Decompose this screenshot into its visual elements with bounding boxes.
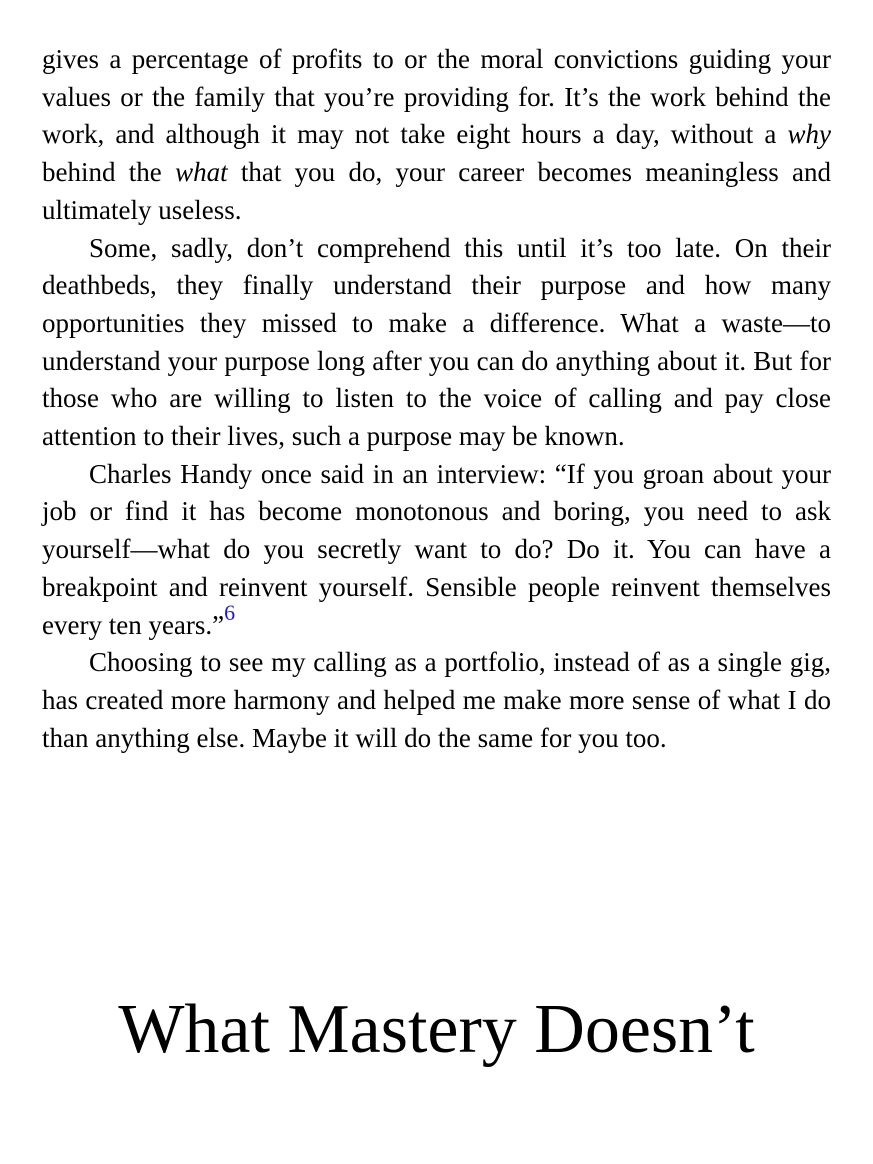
paragraph-portfolio: Choosing to see my calling as a portfolio, instead of as a single gig, has created more harmony and helped me make more sense of what I do than anything else. Maybe it will do the same for you too. [42,647,831,753]
paragraph-text: behind the [42,157,176,188]
paragraph-text: gives a percentage of profits to or the moral convictions guiding your values or the family that you’re providing for. It’s the work behind the work, and although it may not take eight hours a day, without a [42,44,831,150]
paragraph-handy-quote [42,456,831,645]
quote-text: Charles Handy once said in an interview: “If you groan about your job or find it has become monotonous and boring, you need to ask yourself—what do you secretly want to do? Do it. You can have a breakpoint and reinvent yourself. Sensible people reinvent themselves every ten years.” [42,458,831,640]
paragraph-text: that you do, your career becomes meaningless and ultimately useless. [42,157,831,225]
emphasis-what: what [175,157,228,188]
emphasis-why: why [787,119,831,150]
paragraph-deathbeds: Some, sadly, don’t comprehend this until it’s too late. On their deathbeds, they finally understand their purpose and how many opportunities they missed to make a difference. What a waste—to understand your purpose long after you can do anything about it. But for those who are willing to listen to the voice of calling and pay close attention to their lives, such a purpose may be known. [42,232,831,452]
chapter-heading: What Mastery Doesn’t [118,991,755,1068]
paragraph-continued [42,41,831,230]
footnote-link[interactable]: 6 [224,599,236,625]
